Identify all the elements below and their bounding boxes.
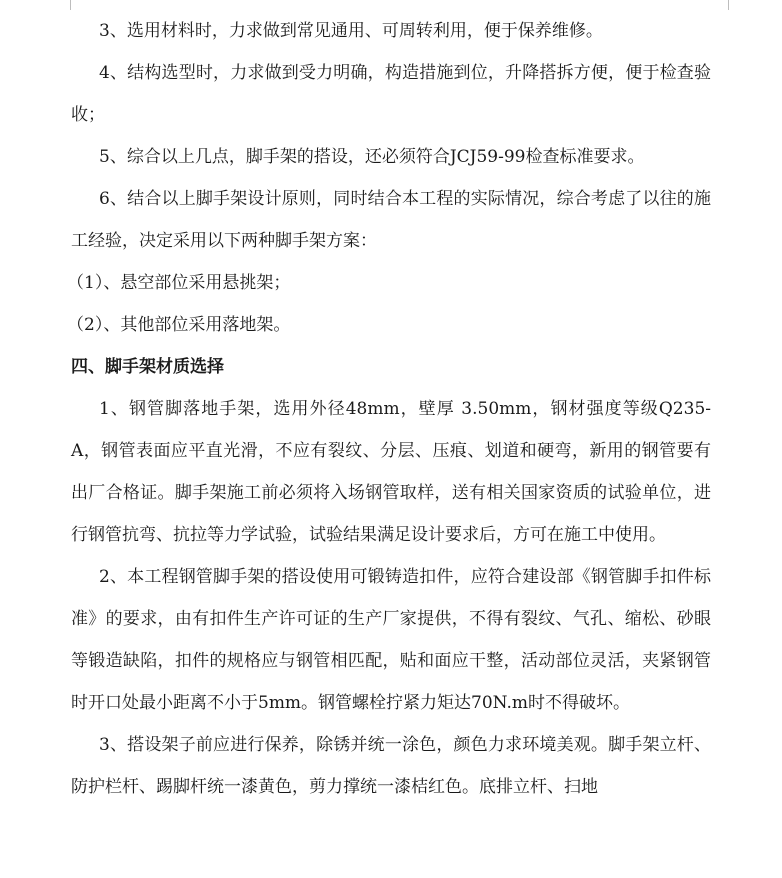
paragraph-item-5: 5、综合以上几点，脚手架的搭设，还必须符合JCJ59-99检查标准要求。 [99, 147, 645, 167]
margin-corner-mark-right [728, 0, 739, 10]
section-paragraph-1: 1、钢管脚落地手架，选用外径48mm，壁厚 3.50mm，钢材强度等级Q235-A，钢管表面应平直光滑，不应有裂纹、分层、压痕、划道和硬弯，新用的钢管要有出厂合格证。脚手架施工前必须将入场钢管取样，送有相关国家资质的试验单位，进行钢管抗弯、抗拉等力学试验，试验结果满足设计要求后，方可在施工中使用。 [71, 399, 711, 545]
paragraph-item-6: 6、结合以上脚手架设计原则，同时结合本工程的实际情况，综合考虑了以往的施工经验，决定采用以下两种脚手架方案： [71, 189, 711, 251]
section-paragraph-2: 2、本工程钢管脚手架的搭设使用可锻铸造扣件，应符合建设部《钢管脚手扣件标准》的要求，由有扣件生产许可证的生产厂家提供，不得有裂纹、气孔、缩松、砂眼等锻造缺陷，扣件的规格应与钢管相匹配，贴和面应干整，活动部位灵活，夹紧钢管时开口处最小距离不小于5mm。钢管螺栓拧紧力矩达70N.m时不得破坏。 [71, 567, 711, 713]
margin-corner-mark-left [60, 0, 71, 10]
section-heading: 四、脚手架材质选择 [71, 357, 224, 377]
list-item-1: （1）、悬空部位采用悬挑架； [67, 273, 291, 293]
document-body [67, 10, 711, 808]
paragraph-item-4: 4、结构选型时，力求做到受力明确，构造措施到位，升降搭拆方便，便于检查验收； [71, 63, 711, 125]
section-paragraph-3: 3、搭设架子前应进行保养，除锈并统一涂色，颜色力求环境美观。脚手架立杆、防护栏杆、踢脚杆统一漆黄色，剪力撑统一漆桔红色。底排立杆、扫地 [71, 735, 711, 797]
list-item-2: （2）、其他部位采用落地架。 [67, 315, 291, 335]
paragraph-item-3: 3、选用材料时，力求做到常见通用、可周转利用，便于保养维修。 [99, 21, 603, 41]
